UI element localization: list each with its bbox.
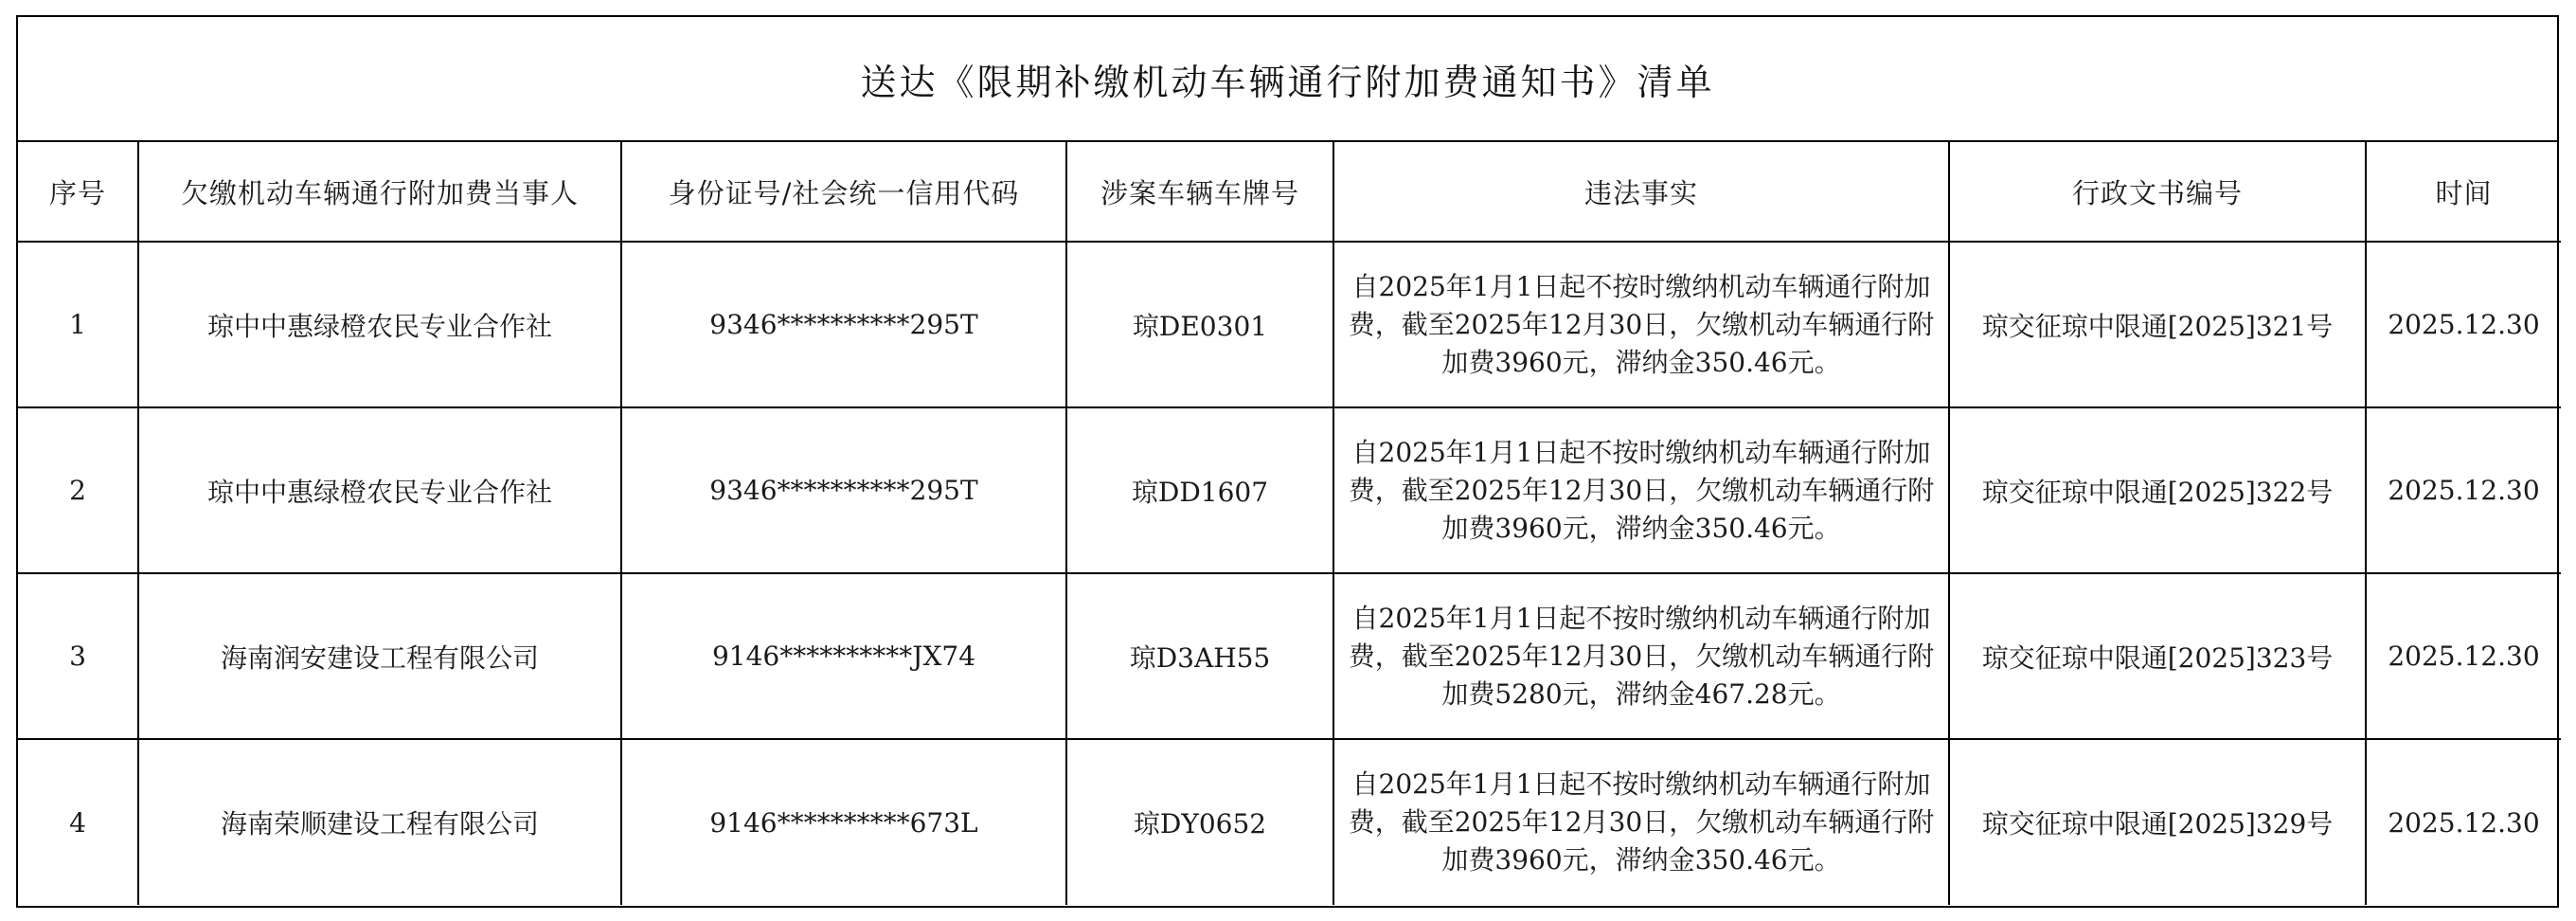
row-id-code: 9146**********673L bbox=[621, 739, 1066, 905]
row-party: 琼中中惠绿橙农民专业合作社 bbox=[138, 242, 621, 407]
row-doc-no: 琼交征琼中限通[2025]322号 bbox=[1949, 407, 2366, 573]
table-row bbox=[18, 242, 2561, 407]
row-date: 2025.12.30 bbox=[2366, 573, 2561, 739]
row-id-code: 9346**********295T bbox=[621, 242, 1066, 407]
table-header-row bbox=[18, 142, 2561, 242]
row-plate: 琼D3AH55 bbox=[1066, 573, 1333, 739]
row-plate: 琼DY0652 bbox=[1066, 739, 1333, 905]
row-index: 2 bbox=[18, 407, 138, 573]
column-header-index: 序号 bbox=[18, 142, 138, 242]
row-doc-no: 琼交征琼中限通[2025]321号 bbox=[1949, 242, 2366, 407]
row-doc-no: 琼交征琼中限通[2025]329号 bbox=[1949, 739, 2366, 905]
row-date: 2025.12.30 bbox=[2366, 407, 2561, 573]
column-header-date: 时间 bbox=[2366, 142, 2561, 242]
row-index: 4 bbox=[18, 739, 138, 905]
notice-list-sheet bbox=[16, 15, 2559, 908]
row-party: 海南荣顺建设工程有限公司 bbox=[138, 739, 621, 905]
row-index: 1 bbox=[18, 242, 138, 407]
row-date: 2025.12.30 bbox=[2366, 242, 2561, 407]
notice-table bbox=[18, 142, 2561, 905]
row-party: 琼中中惠绿橙农民专业合作社 bbox=[138, 407, 621, 573]
row-fact: 自2025年1月1日起不按时缴纳机动车辆通行附加费，截至2025年12月30日，欠缴机动车辆通行附加费5280元，滞纳金467.28元。 bbox=[1333, 573, 1949, 739]
row-plate: 琼DE0301 bbox=[1066, 242, 1333, 407]
row-id-code: 9146**********JX74 bbox=[621, 573, 1066, 739]
row-doc-no: 琼交征琼中限通[2025]323号 bbox=[1949, 573, 2366, 739]
row-fact: 自2025年1月1日起不按时缴纳机动车辆通行附加费，截至2025年12月30日，欠缴机动车辆通行附加费3960元，滞纳金350.46元。 bbox=[1333, 242, 1949, 407]
table-row bbox=[18, 573, 2561, 739]
table-row bbox=[18, 407, 2561, 573]
table-row bbox=[18, 739, 2561, 905]
row-party: 海南润安建设工程有限公司 bbox=[138, 573, 621, 739]
column-header-party: 欠缴机动车辆通行附加费当事人 bbox=[138, 142, 621, 242]
row-fact: 自2025年1月1日起不按时缴纳机动车辆通行附加费，截至2025年12月30日，欠缴机动车辆通行附加费3960元，滞纳金350.46元。 bbox=[1333, 407, 1949, 573]
row-id-code: 9346**********295T bbox=[621, 407, 1066, 573]
column-header-doc-no: 行政文书编号 bbox=[1949, 142, 2366, 242]
title-row bbox=[18, 17, 2557, 142]
row-date: 2025.12.30 bbox=[2366, 739, 2561, 905]
column-header-fact: 违法事实 bbox=[1333, 142, 1949, 242]
column-header-plate: 涉案车辆车牌号 bbox=[1066, 142, 1333, 242]
row-fact: 自2025年1月1日起不按时缴纳机动车辆通行附加费，截至2025年12月30日，欠缴机动车辆通行附加费3960元，滞纳金350.46元。 bbox=[1333, 739, 1949, 905]
page-title: 送达《限期补缴机动车辆通行附加费通知书》清单 bbox=[860, 61, 1715, 103]
column-header-id-code: 身份证号/社会统一信用代码 bbox=[621, 142, 1066, 242]
row-index: 3 bbox=[18, 573, 138, 739]
row-plate: 琼DD1607 bbox=[1066, 407, 1333, 573]
